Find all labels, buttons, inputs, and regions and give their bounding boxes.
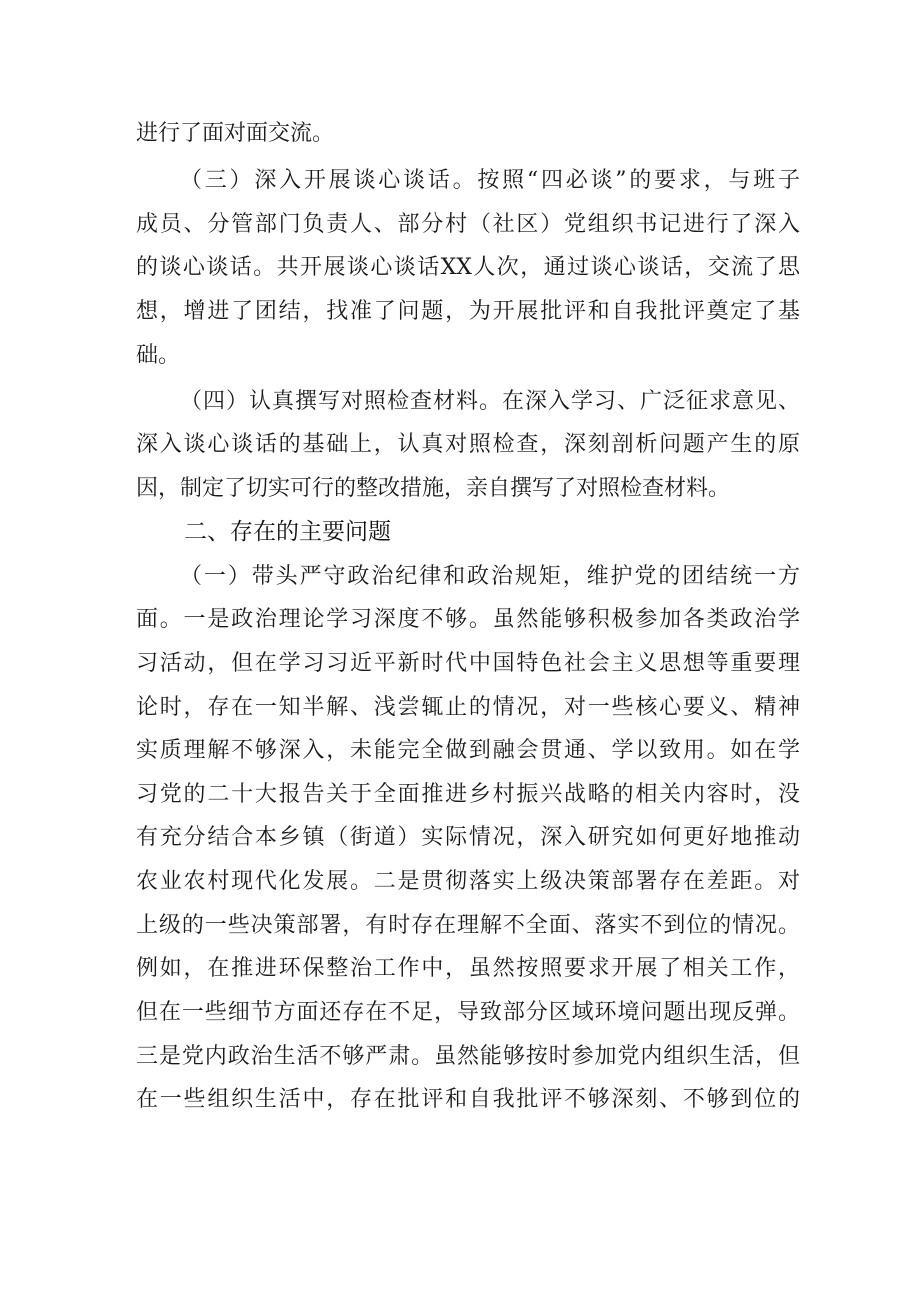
paragraph-line: （一）带头严守政治纪律和政治规矩，维护党的团结统一方 — [180, 564, 800, 589]
paragraph-line: 三是党内政治生活不够严肃。虽然能够按时参加党内组织生活，但 — [136, 1044, 800, 1069]
paragraph-line: 但在一些细节方面还存在不足，导致部分区域环境问题出现反弹。 — [136, 1000, 800, 1025]
paragraph-line: 有充分结合本乡镇（街道）实际情况，深入研究如何更好地推动 — [136, 825, 800, 850]
paragraph-line: （三）深入开展谈心谈话。按照“四必谈”的要求，与班子 — [180, 168, 800, 193]
paragraph-line: 论时，存在一知半解、浅尝辄止的情况，对一些核心要义、精神 — [136, 695, 800, 720]
paragraph-line: 上级的一些决策部署，有时存在理解不全面、落实不到位的情况。 — [136, 913, 800, 938]
paragraph-line: 进行了面对面交流。 — [136, 121, 335, 146]
paragraph-line: 础。 — [136, 343, 181, 368]
paragraph-line: 想，增进了团结，找准了问题，为开展批评和自我批评奠定了基 — [136, 299, 800, 324]
paragraph-line: （四）认真撰写对照检查材料。在深入学习、广泛征求意见、 — [180, 389, 800, 414]
paragraph-line: 实质理解不够深入，未能完全做到融会贯通、学以致用。如在学 — [136, 738, 800, 763]
section-heading: 二、存在的主要问题 — [184, 519, 391, 545]
paragraph-line: 例如，在推进环保整治工作中，虽然按照要求开展了相关工作， — [136, 956, 800, 981]
paragraph-line: 农业农村现代化发展。二是贯彻落实上级决策部署存在差距。对 — [136, 869, 800, 894]
paragraph-line: 成员、分管部门负责人、部分村（社区）党组织书记进行了深入 — [136, 212, 800, 237]
paragraph-line: 习活动，但在学习习近平新时代中国特色社会主义思想等重要理 — [136, 651, 800, 676]
paragraph-line: 面。一是政治理论学习深度不够。虽然能够积极参加各类政治学 — [136, 607, 800, 632]
paragraph-line: 的谈心谈话。共开展谈心谈话XX人次，通过谈心谈话，交流了思 — [136, 255, 800, 280]
paragraph-line: 因，制定了切实可行的整改措施，亲自撰写了对照检查材料。 — [136, 476, 731, 501]
paragraph-line: 深入谈心谈话的基础上，认真对照检查，深刻剖析问题产生的原 — [136, 432, 800, 457]
paragraph-line: 在一些组织生活中，存在批评和自我批评不够深刻、不够到位的 — [136, 1087, 800, 1112]
paragraph-line: 习党的二十大报告关于全面推进乡村振兴战略的相关内容时，没 — [136, 782, 800, 807]
